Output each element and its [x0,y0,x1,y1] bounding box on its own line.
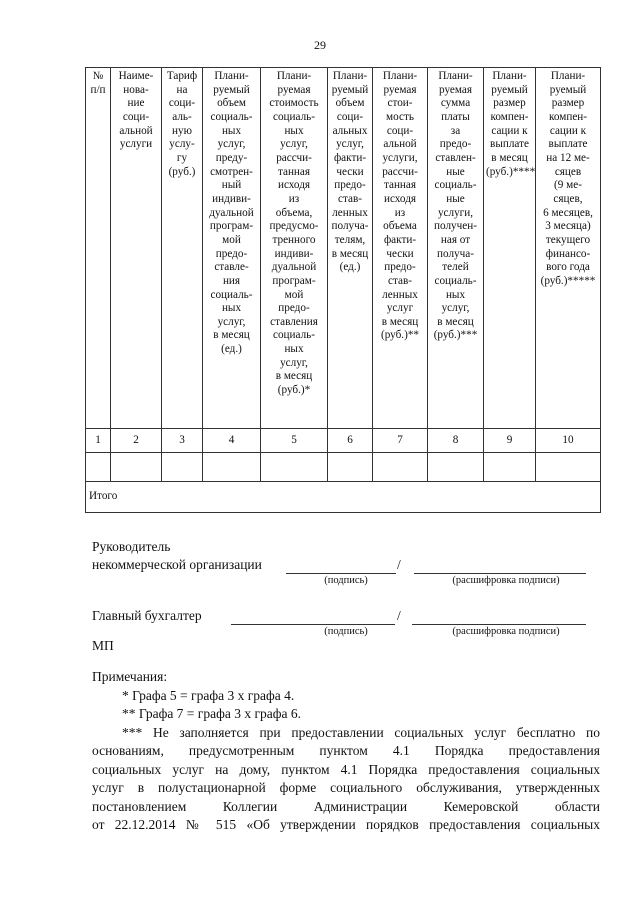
head-title-line2: некоммерческой организации [92,557,262,572]
column-number: 5 [261,429,328,453]
note-3-line: социальных услуг на дому, пунктом 4.1 Порядка предоставления социальных [92,761,600,777]
table-cell [162,453,203,482]
table-cell [86,453,111,482]
table-cell [484,453,536,482]
decode-caption: (расшифровка подписи) [452,575,560,586]
header-cell: Плани- руемый объем соци- альных услуг, факти- чески предо- став- ленных получа- телям, в месяц (ед.) [328,68,373,429]
signature-line [231,624,395,625]
head-title-line1: Руководитель [92,539,171,554]
note-3-line: услуг в полустационарной форме социального обслуживания, утвержденных [92,780,600,795]
slash-separator: / [397,608,401,623]
column-number: 8 [428,429,484,453]
table-cell [328,453,373,482]
header-cell: Плани- руемая стоимость социаль- ных услуг, рассчи- танная исходя из объема, предусмо- тренного индиви- дуальной програм- мой предо- ставления социаль- ных услуг, в месяц (руб.)* [261,68,328,429]
column-number: 4 [203,429,261,453]
header-cell: Плани- руемый объем социаль- ных услуг, преду- смотрен- ный индиви- дуальной програм- мой предо- ставле- ния социаль- ных услуг, в месяц (ед.) [203,68,261,429]
table-cell [428,453,484,482]
table-row-empty [86,453,601,482]
column-number: 1 [86,429,111,453]
compensation-table [85,67,601,513]
note-3-line: от 22.12.2014 № 515 «Об утверждении порядков предоставления социальных [92,817,600,832]
accountant-title: Главный бухгалтер [92,608,202,623]
note-3-line: основаниям, предусмотренным пунктом 4.1 Порядка предоставления [92,743,600,758]
header-cell: Плани- руемая стои- мость соци- альной услуги, рассчи- танная исходя из объема факти- чески предо- став- ленных услуг в месяц (руб.)** [373,68,428,429]
header-cell: Плани- руемый размер компен- сации к выплате в месяц (руб.)**** [484,68,536,429]
note-3-line: *** Не заполняется при предоставлении социальных услуг бесплатно по [122,724,600,740]
column-number: 2 [111,429,162,453]
header-cell: Плани- руемый размер компен- сации к выплате на 12 ме- сяцев (9 ме- сяцев, 6 месяцев, 3 месяца) текущего финансо- вого года (руб.)***** [536,68,601,429]
table-cell [373,453,428,482]
slash-separator: / [397,557,401,572]
table-cell [203,453,261,482]
decode-line [414,573,586,574]
signature-line [286,573,396,574]
note-1: * Графа 5 = графа 3 х графа 4. [122,687,295,703]
note-2: ** Графа 7 = графа 3 х графа 6. [122,706,301,721]
signature-caption: (подпись) [324,626,368,637]
header-cell: Наиме- нова- ние соци- альной услуги [111,68,162,429]
stamp-label: МП [92,638,114,653]
total-label: Итого [86,482,601,513]
decode-caption: (расшифровка подписи) [452,626,560,637]
column-number-row [86,429,601,453]
decode-line [412,624,586,625]
table-cell [536,453,601,482]
notes-block [92,668,600,835]
column-number: 6 [328,429,373,453]
page-number: 29 [314,38,326,52]
table-header-row [86,68,601,429]
header-cell: Плани- руемая сумма платы за предо- ставлен- ные социаль- ные услуги, получен- ная от получа- телей социаль- ных услуг, в месяц (руб.)*** [428,68,484,429]
column-number: 9 [484,429,536,453]
table-row-total [86,482,601,513]
column-number: 7 [373,429,428,453]
column-number: 10 [536,429,601,453]
table-cell [111,453,162,482]
notes-title: Примечания: [92,669,168,684]
column-number: 3 [162,429,203,453]
signature-caption: (подпись) [324,575,368,586]
header-cell: Тариф на соци- аль- ную услу- гу (руб.) [162,68,203,429]
table-cell [261,453,328,482]
header-cell: № п/п [86,68,111,429]
note-3-line: постановлением Коллегии Администрации Кемеровской области [92,798,600,814]
